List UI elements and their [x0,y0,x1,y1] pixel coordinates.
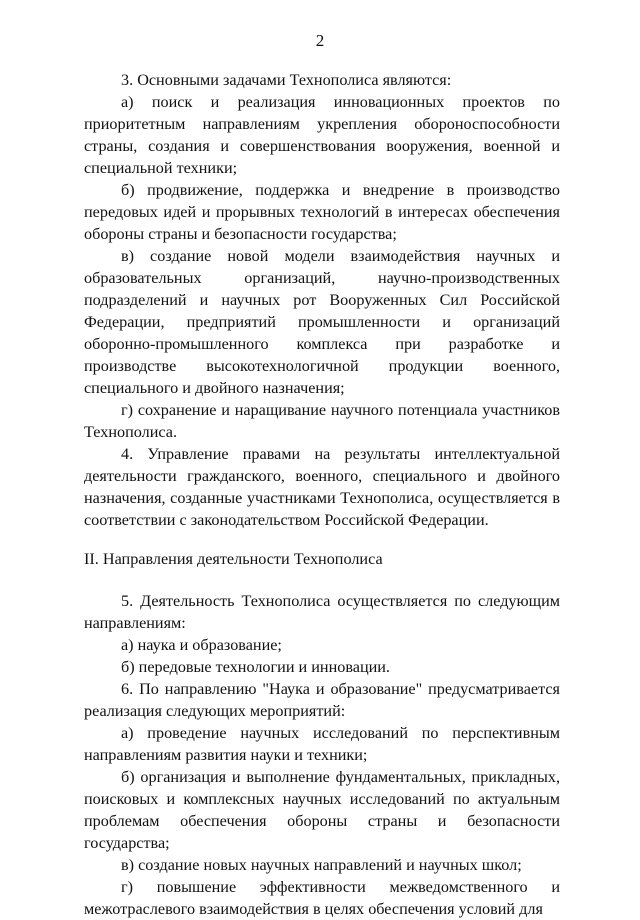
paragraph-6b: б) организация и выполнение фундаментальных, прикладных, поисковых и комплексных научных исследований по актуальным проблемам обеспечения обороны страны и безопасности государства; [84,768,560,852]
paragraph-5b: б) передовые технологии и инновации. [121,658,390,676]
spacer [84,531,560,548]
spacer [84,570,560,590]
paragraph-3b: б) продвижение, поддержка и внедрение в производство передовых идей и прорывных технологий в интересах обеспечения обороны страны и безопасности государства; [84,181,560,243]
paragraph-5-intro: 5. Деятельность Технополиса осуществляется по следующим направлениям: [84,592,560,632]
page-number: 2 [315,31,325,50]
section-heading: II. Направления деятельности Технополиса [84,550,383,568]
paragraph-3d: г) сохранение и наращивание научного потенциала участников Технополиса. [84,401,560,441]
paragraph-4: 4. Управление правами на результаты интеллектуальной деятельности гражданского, военного, специального и двойного назначения, созданные участниками Технополиса, осуществляется в соответствии с законодательством Российской Федерации. [84,445,560,529]
paragraph-6a: а) проведение научных исследований по перспективным направлениям развития науки и техники; [84,724,560,764]
paragraph-6-intro: 6. По направлению "Наука и образование" предусматривается реализация следующих мероприятий: [84,680,560,720]
paragraph-6d: г) повышение эффективности межведомственного и межотраслевого взаимодействия в целях обеспечения условий для [84,878,560,918]
paragraph-6c: в) создание новых научных направлений и научных школ; [121,856,522,874]
paragraph-3a: а) поиск и реализация инновационных проектов по приоритетным направлениям укрепления обороноспособности страны, создания и совершенствования вооружения, военной и специальной техники; [84,93,560,177]
document-body [84,69,560,920]
paragraph-5a: а) наука и образование; [121,636,282,654]
paragraph-3c: в) создание новой модели взаимодействия научных и образовательных организаций, научно-производственных подразделений и научных рот Вооруженных Сил Российской Федерации, предприятий промышленности и организаций оборонно-промышленного комплекса при разработке и производстве высокотехнологичной продукции военного, специального и двойного назначения; [84,247,560,397]
paragraph-3-intro: 3. Основными задачами Технополиса являются: [121,71,452,89]
